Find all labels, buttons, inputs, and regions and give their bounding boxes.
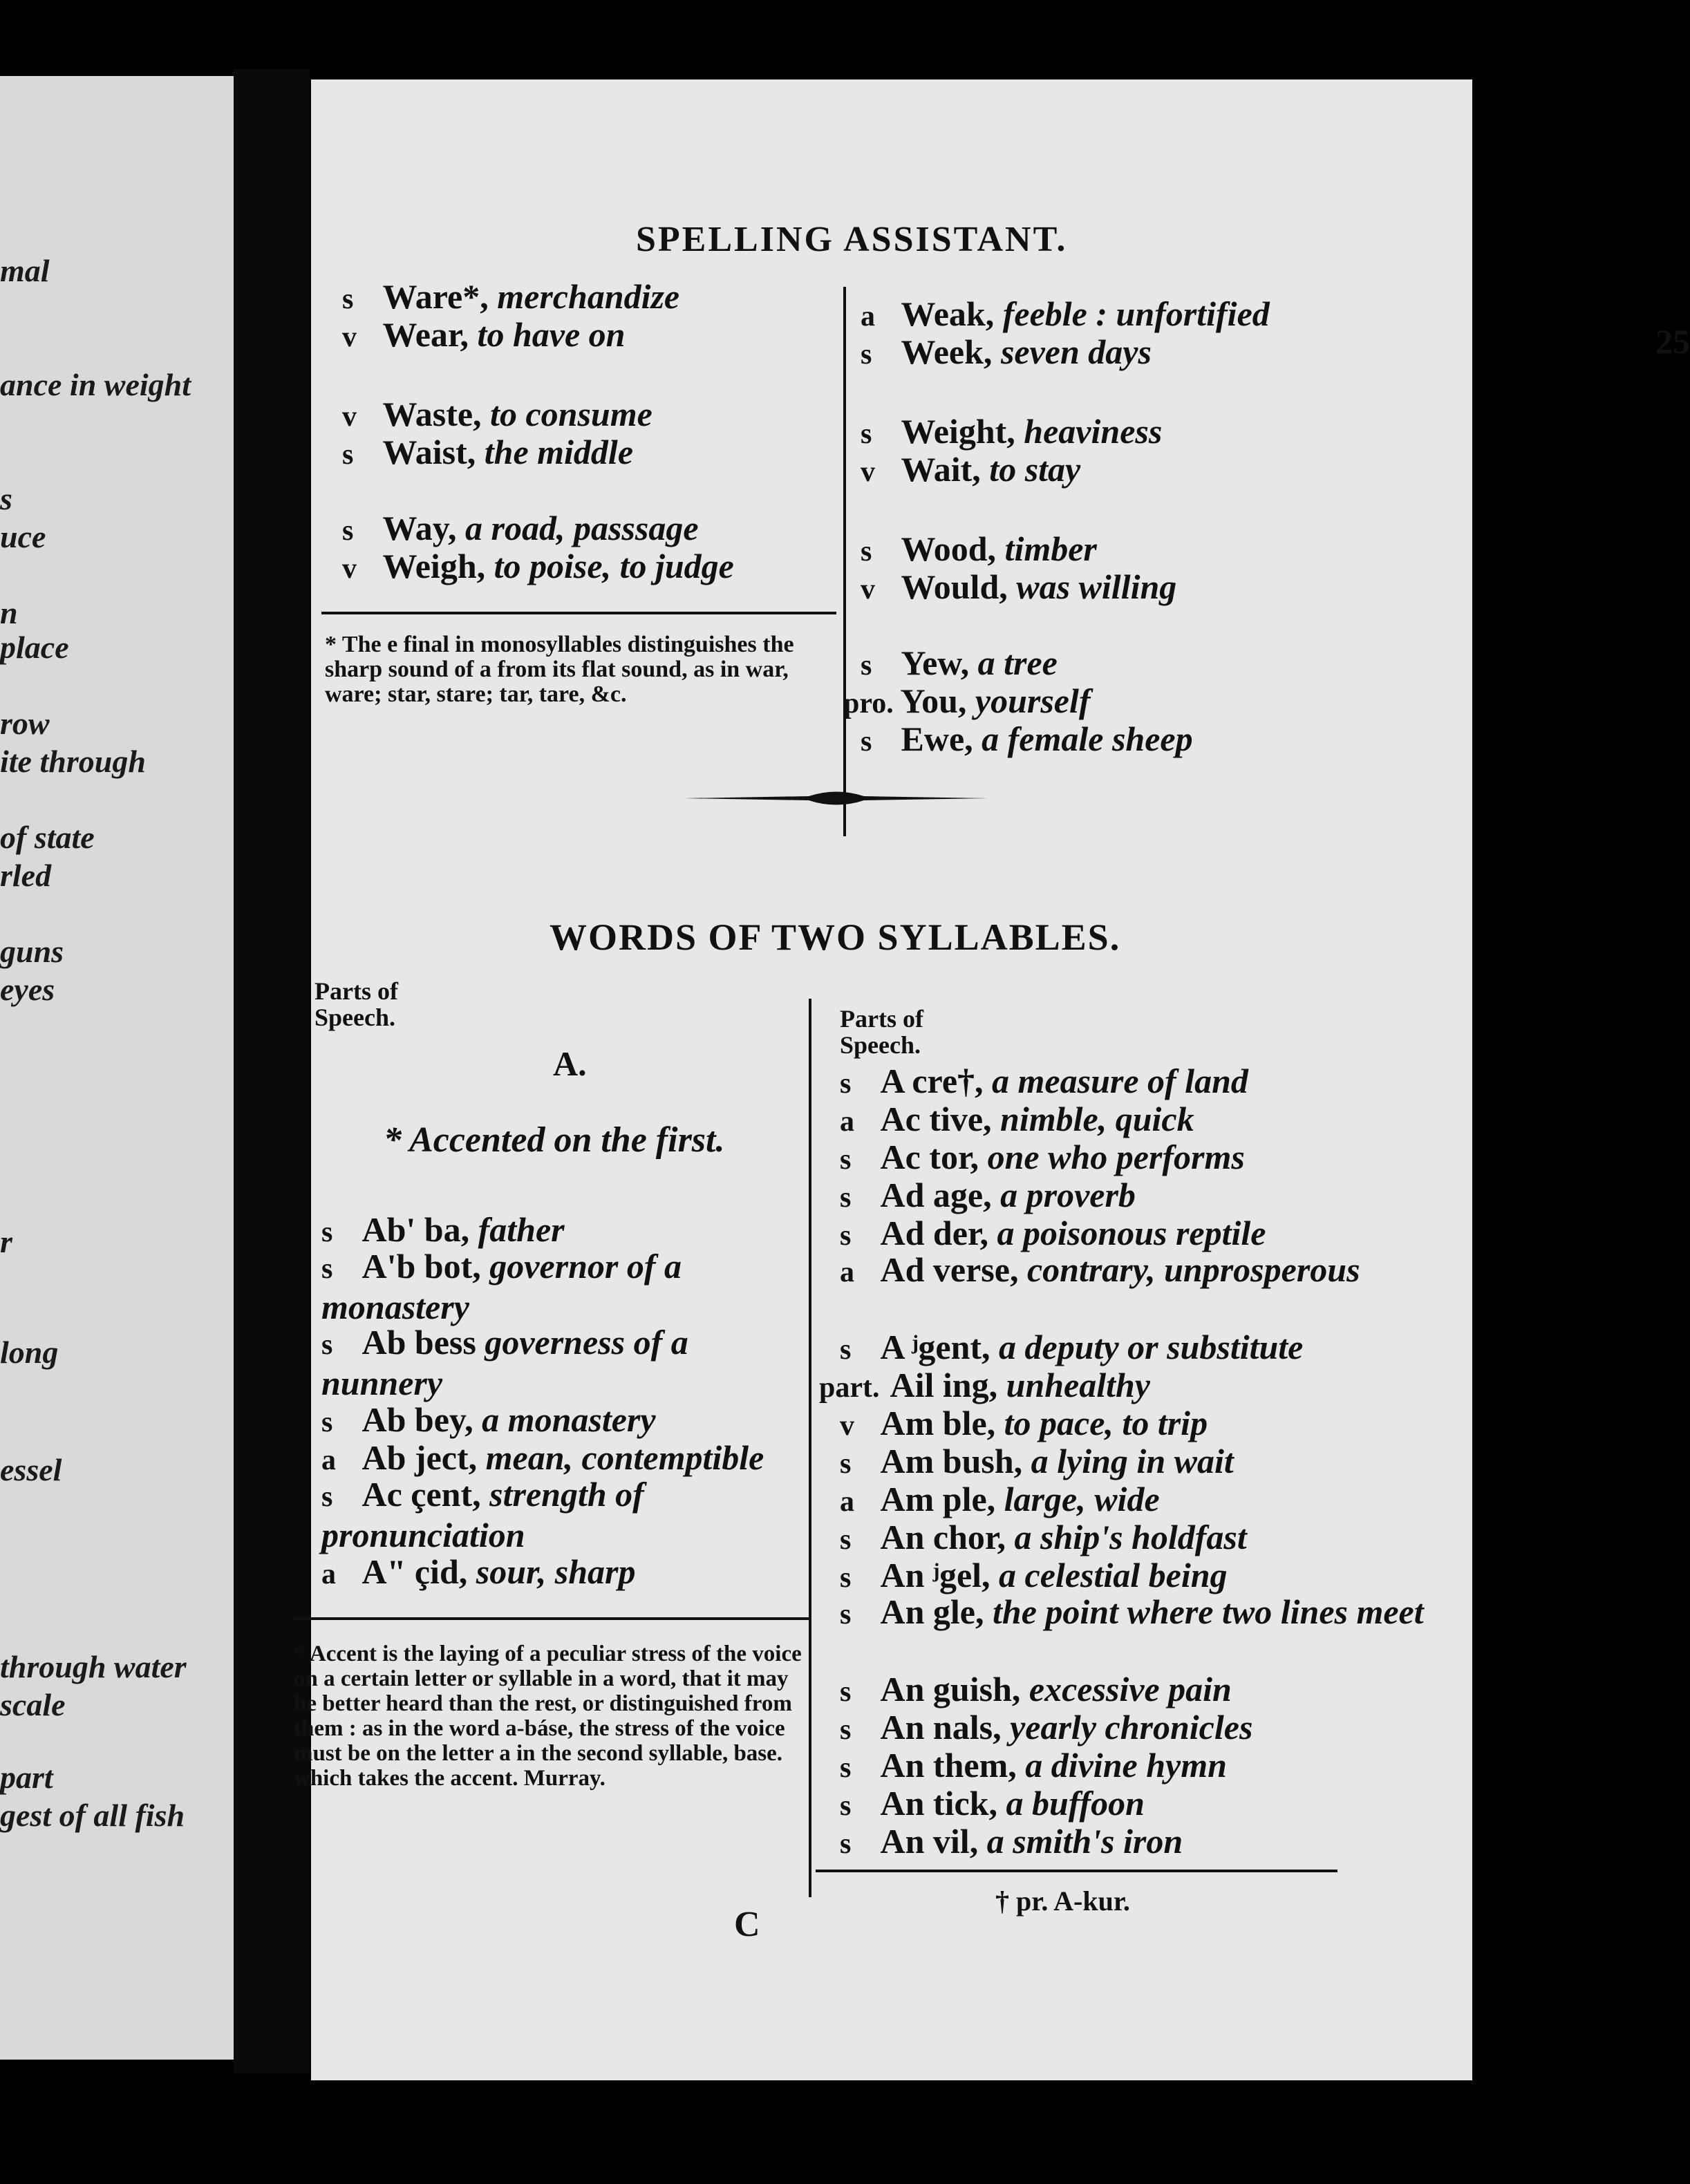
word-entry: s A ʲgent, a deputy or substitute	[840, 1328, 1304, 1366]
left-fragment: gest of all fish	[0, 1798, 185, 1833]
left-facing-page	[0, 76, 235, 2060]
left-fragment: rled	[0, 858, 52, 893]
accented-note: * Accented on the first.	[384, 1120, 725, 1160]
word-entry: a Am ple, large, wide	[840, 1480, 1160, 1518]
word-entry: s A cre†, a measure of land	[840, 1062, 1248, 1100]
left-fragment: long	[0, 1335, 59, 1370]
parts-of-speech-label: Parts of Speech.	[840, 1005, 923, 1059]
word-entry: s Ad der, a poisonous reptile	[840, 1214, 1266, 1252]
homophone-entry: s Waist, the middle	[342, 433, 634, 471]
word-entry: s An tick, a buffoon	[840, 1784, 1145, 1823]
parts-of-speech-label: Parts of Speech.	[314, 977, 398, 1031]
word-entry: part. Ail ing, unhealthy	[819, 1366, 1150, 1404]
word-entry: a Ab ject, mean, contemptible	[321, 1438, 764, 1477]
homophone-entry: s Week, seven days	[861, 332, 1152, 371]
homophone-entry: pro. You, yourself	[843, 681, 1091, 720]
left-fragment: eyes	[0, 972, 55, 1007]
footnote-rule	[294, 1617, 809, 1620]
footnote-acre: † pr. A-kur.	[995, 1885, 1130, 1917]
homophone-entry: s Weight, heaviness	[861, 412, 1163, 451]
section-rule	[321, 612, 836, 614]
homophone-entry: v Waste, to consume	[342, 395, 652, 433]
word-entry: s Ad age, a proverb	[840, 1176, 1136, 1214]
homophone-entry: a Weak, feeble : unfortified	[861, 294, 1270, 333]
book-page	[294, 79, 1690, 2080]
left-fragment: row	[0, 706, 50, 741]
left-fragment: essel	[0, 1452, 62, 1487]
homophone-entry: s Ware*, merchandize	[342, 277, 680, 316]
homophone-entry: s Wood, timber	[861, 529, 1097, 568]
word-entry: a A" çid, sour, sharp	[321, 1552, 636, 1591]
word-entry: s Ac çent, strength of pronunciation	[321, 1475, 644, 1554]
word-entry: s Am bush, a lying in wait	[840, 1442, 1234, 1480]
ornament-rule-icon	[684, 784, 988, 812]
left-fragment: through water	[0, 1649, 187, 1684]
left-fragment: ance in weight	[0, 367, 191, 402]
word-entry: s An them, a divine hymn	[840, 1746, 1227, 1785]
word-entry: s An gle, the point where two lines meet	[840, 1592, 1424, 1631]
left-fragment: uce	[0, 519, 46, 554]
column-divider	[843, 287, 846, 836]
signature-mark: C	[734, 1905, 760, 1944]
column-divider	[809, 999, 811, 1897]
left-fragment: s	[0, 481, 12, 516]
left-fragment: guns	[0, 934, 64, 969]
footnote-rule	[816, 1870, 1337, 1872]
left-fragment: place	[0, 630, 69, 665]
section-title: WORDS OF TWO SYLLABLES.	[550, 916, 1121, 958]
homophone-entry: s Way, a road, passsage	[342, 509, 699, 547]
word-entry: a Ac tive, nimble, quick	[840, 1100, 1194, 1138]
homophone-entry: v Wear, to have on	[342, 315, 626, 354]
word-entry: s An guish, excessive pain	[840, 1670, 1232, 1708]
word-entry: s An ʲgel, a celestial being	[840, 1556, 1228, 1594]
footnote-accent: * Accent is the laying of a peculiar stress of the voice on a certain letter or syllable in a word, that it may be better heard than the rest, or distinguished from them : as in the word a-báse, the stress of the voice must be on the letter a in the second syllable, base. which takes the accent. Murray.	[294, 1641, 802, 1791]
left-fragment: n	[0, 595, 18, 630]
left-fragment: of state	[0, 820, 95, 855]
homophone-entry: v Wait, to stay	[861, 450, 1081, 489]
page-number: 25	[1655, 322, 1690, 361]
left-fragment: ite through	[0, 744, 146, 779]
left-fragment: part	[0, 1760, 53, 1795]
word-entry: s An nals, yearly chronicles	[840, 1708, 1253, 1747]
left-fragment: scale	[0, 1687, 66, 1722]
word-entry: s An vil, a smith's iron	[840, 1822, 1183, 1861]
word-entry: s Ac tor, one who performs	[840, 1138, 1245, 1176]
word-entry: s Ab' ba, father	[321, 1210, 565, 1249]
left-fragment: r	[0, 1224, 12, 1259]
footnote-ware: * The e final in monosyllables distinguishes the sharp sound of a from its flat sound, as in war, ware; star, stare; tar, tare, &c.	[325, 632, 794, 707]
word-entry: s Ab bess governess of a nunnery	[321, 1323, 688, 1402]
word-entry: s Ab bey, a monastery	[321, 1400, 656, 1439]
word-entry: s A'b bot, governor of a monastery	[321, 1247, 682, 1326]
running-header: SPELLING ASSISTANT.	[636, 220, 1068, 259]
homophone-entry: s Yew, a tree	[861, 643, 1058, 682]
homophone-entry: v Would, was willing	[861, 567, 1177, 606]
homophone-entry: v Weigh, to poise, to judge	[342, 547, 734, 585]
word-entry: v Am ble, to pace, to trip	[840, 1404, 1208, 1442]
letter-heading: A.	[553, 1044, 587, 1083]
left-fragment: mal	[0, 253, 50, 288]
homophone-entry: s Ewe, a female sheep	[861, 719, 1193, 758]
word-entry: a Ad verse, contrary, unprosperous	[840, 1250, 1360, 1289]
word-entry: s An chor, a ship's holdfast	[840, 1518, 1247, 1556]
